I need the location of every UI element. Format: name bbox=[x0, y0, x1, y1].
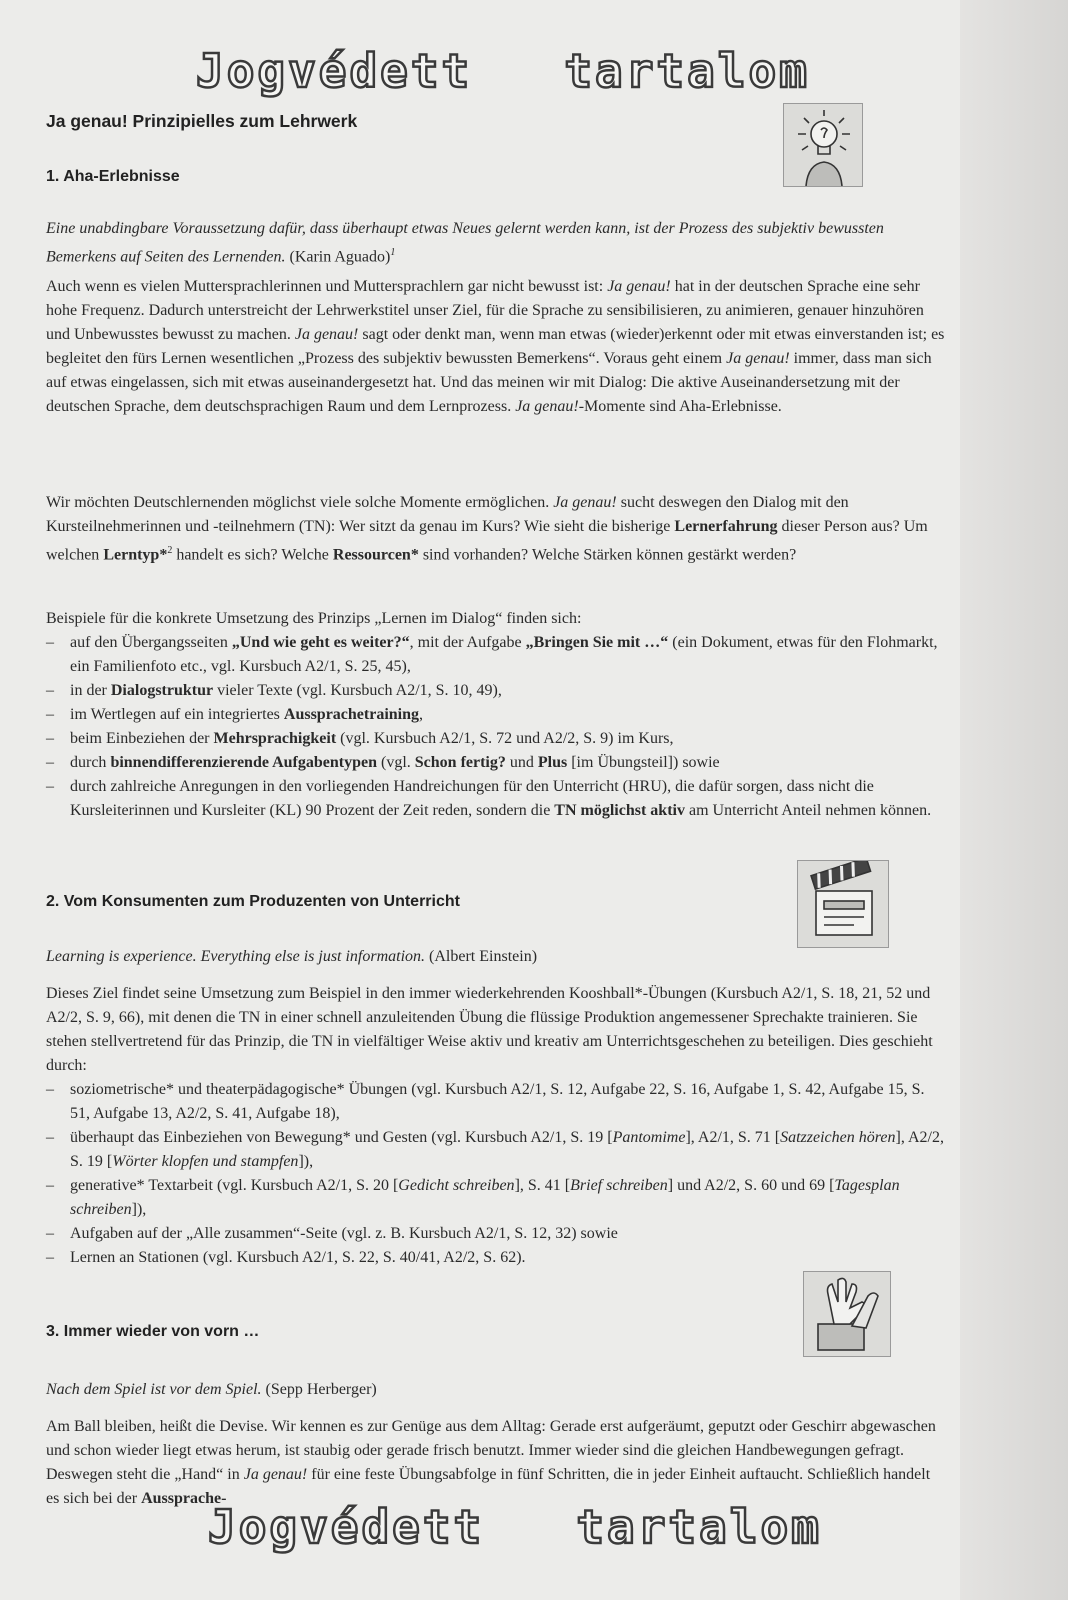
section-2-quote: Learning is experience. Everything else is just information. (Albert Einstein) bbox=[46, 948, 538, 965]
section-2-list bbox=[46, 1078, 946, 1270]
list-item: – Aufgaben auf der „Alle zusammen“-Seite (vgl. z. B. Kursbuch A2/1, S. 12, 32) sowie bbox=[46, 1222, 946, 1246]
list-item: – im Wertlegen auf ein integriertes Aussprachetraining, bbox=[46, 703, 946, 727]
page-title: Ja genau! Prinzipielles zum Lehrwerk bbox=[46, 111, 358, 131]
section-3-paragraph-1: Am Ball bleiben, heißt die Devise. Wir kennen es zur Genüge aus dem Alltag: Gerade erst aufgeräumt, geputzt oder Geschirr abgewaschen und schon wieder liegt etwas herum, ist staubig oder gerade frisch benutzt. Immer wieder sind die gleichen Handbewegungen gefragt. Deswegen steht die „Hand“ in Ja genau! für eine feste Übungsabfolge in fünf Schritten, die in jeder Einheit auftaucht. Schließlich handelt es sich bei der Aussprache- bbox=[46, 1418, 936, 1507]
section-1-quote: Eine unabdingbare Voraussetzung dafür, dass überhaupt etwas Neues gelernt werden kann, ist der Prozess des subjektiv bewussten Bemerkens auf Seiten des Lernenden. (Karin Aguado)$^1$ bbox=[46, 220, 884, 266]
section-1-list-block bbox=[46, 607, 946, 823]
section-3-quote: Nach dem Spiel ist vor dem Spiel. (Sepp Herberger) bbox=[46, 1381, 377, 1398]
section-1-list-intro: Beispiele für die konkrete Umsetzung des Prinzips „Lernen im Dialog“ finden sich: bbox=[46, 610, 582, 627]
section-1-paragraph-1: Auch wenn es vielen Muttersprachlerinnen und Muttersprachlern gar nicht bewusst ist: Ja genau! hat in der deutschen Sprache eine sehr hohe Frequenz. Dadurch unterstreicht der Lehrwerkstitel unser Ziel, für die Sprache zu sensibilisieren, zu animieren, genauer hinzuhören und Unbewusstes bewusst zu machen. Ja genau! sagt oder denkt man, wenn man etwas (wieder)erkennt oder mit etwas einverstanden ist; es begleitet den fürs Lernen wesentlichen „Prozess des subjektiv bewussten Bemerkens“. Voraus geht einem Ja genau! immer, dass man sich auf etwas eingelassen, sich mit etwas auseinandergesetzt hat. Und das meinen wir mit Dialog: Die aktive Auseinandersetzung mit der deutschen Sprache, dem deutschsprachigen Raum und dem Lernprozess. Ja genau!-Momente sind Aha-Erlebnisse. bbox=[46, 278, 945, 415]
list-item: – durch zahlreiche Anregungen in den vorliegenden Handreichungen für den Unterricht (HRU), die dafür sorgen, dass nicht die Kursleiterinnen und Kursleiter (KL) 90 Prozent der Zeit reden, sondern die TN möglichst aktiv am Unterricht Anteil nehmen können. bbox=[46, 775, 946, 823]
list-item: – in der Dialogstruktur vieler Texte (vgl. Kursbuch A2/1, S. 10, 49), bbox=[46, 679, 946, 703]
list-item: – auf den Übergangsseiten „Und wie geht es weiter?“, mit der Aufgabe „Bringen Sie mit …“ (ein Dokument, etwas für den Flohmarkt, ein Familienfoto etc., vgl. Kursbuch A2/1, S. 25, 45), bbox=[46, 631, 946, 679]
facing-page-edge bbox=[960, 0, 1068, 1600]
section-2-heading: 2. Vom Konsumenten zum Produzenten von Unterricht bbox=[46, 893, 460, 910]
section-1-heading: 1. Aha-Erlebnisse bbox=[46, 168, 180, 185]
lightbulb-figure-icon bbox=[783, 103, 863, 187]
section-3-heading: 3. Immer wieder von vorn … bbox=[46, 1323, 260, 1340]
watermark-top: Jogvédett tartalom bbox=[196, 44, 810, 98]
list-item: – überhaupt das Einbeziehen von Bewegung* und Gesten (vgl. Kursbuch A2/1, S. 19 [Pantomime], A2/1, S. 71 [Satzzeichen hören], A2/2, S. 19 [Wörter klopfen und stampfen]), bbox=[46, 1126, 946, 1174]
section-2-body bbox=[46, 982, 946, 1270]
list-item: – beim Einbeziehen der Mehrsprachigkeit (vgl. Kursbuch A2/1, S. 72 und A2/2, S. 9) im Kurs, bbox=[46, 727, 946, 751]
clapperboard-icon bbox=[797, 860, 889, 948]
list-item: – soziometrische* und theaterpädagogische* Übungen (vgl. Kursbuch A2/1, S. 12, Aufgabe 22, S. 16, Aufgabe 1, S. 42, Aufgabe 15, S. 51, Aufgabe 13, A2/2, S. 41, Aufgabe 18), bbox=[46, 1078, 946, 1126]
list-item: – Lernen an Stationen (vgl. Kursbuch A2/1, S. 22, S. 40/41, A2/2, S. 62). bbox=[46, 1246, 946, 1270]
section-1-paragraph-2: Wir möchten Deutschlernenden möglichst viele solche Momente ermöglichen. Ja genau! sucht deswegen den Dialog mit den Kursteilnehmerinnen und -teilnehmern (TN): Wer sitzt da genau im Kurs? Wie sieht die bisherige Lernerfahrung dieser Person aus? Um welchen Lerntyp*$^2$ handelt es sich? Welche Ressourcen* sind vorhanden? Welche Stärken können gestärkt werden? bbox=[46, 494, 928, 564]
footnote-ref: 1 bbox=[390, 247, 396, 258]
section-1-list bbox=[46, 631, 946, 823]
list-item: – generative* Textarbeit (vgl. Kursbuch A2/1, S. 20 [Gedicht schreiben], S. 41 [Brief schreiben] und A2/2, S. 60 und 69 [Tagesplan schreiben]), bbox=[46, 1174, 946, 1222]
list-item: – durch binnendifferenzierende Aufgabentypen (vgl. Schon fertig? und Plus [im Übungsteil]) sowie bbox=[46, 751, 946, 775]
gloves-hand-icon bbox=[803, 1271, 891, 1357]
watermark-bottom: Jogvédett tartalom bbox=[208, 1500, 822, 1554]
section-2-paragraph-1: Dieses Ziel findet seine Umsetzung zum Beispiel in den immer wiederkehrenden Kooshball*-Übungen (Kursbuch A2/1, S. 18, 21, 52 und A2/2, S. 9, 66), mit denen die TN in einer schnell anzuleitenden Übung die flüssige Produktion angemessener Sprechakte trainieren. Sie stehen stellvertretend für das Prinzip, die TN in vielfältiger Weise aktiv und kreativ am Unterrichtsgeschehen zu beteiligen. Dies geschieht durch: bbox=[46, 985, 933, 1074]
